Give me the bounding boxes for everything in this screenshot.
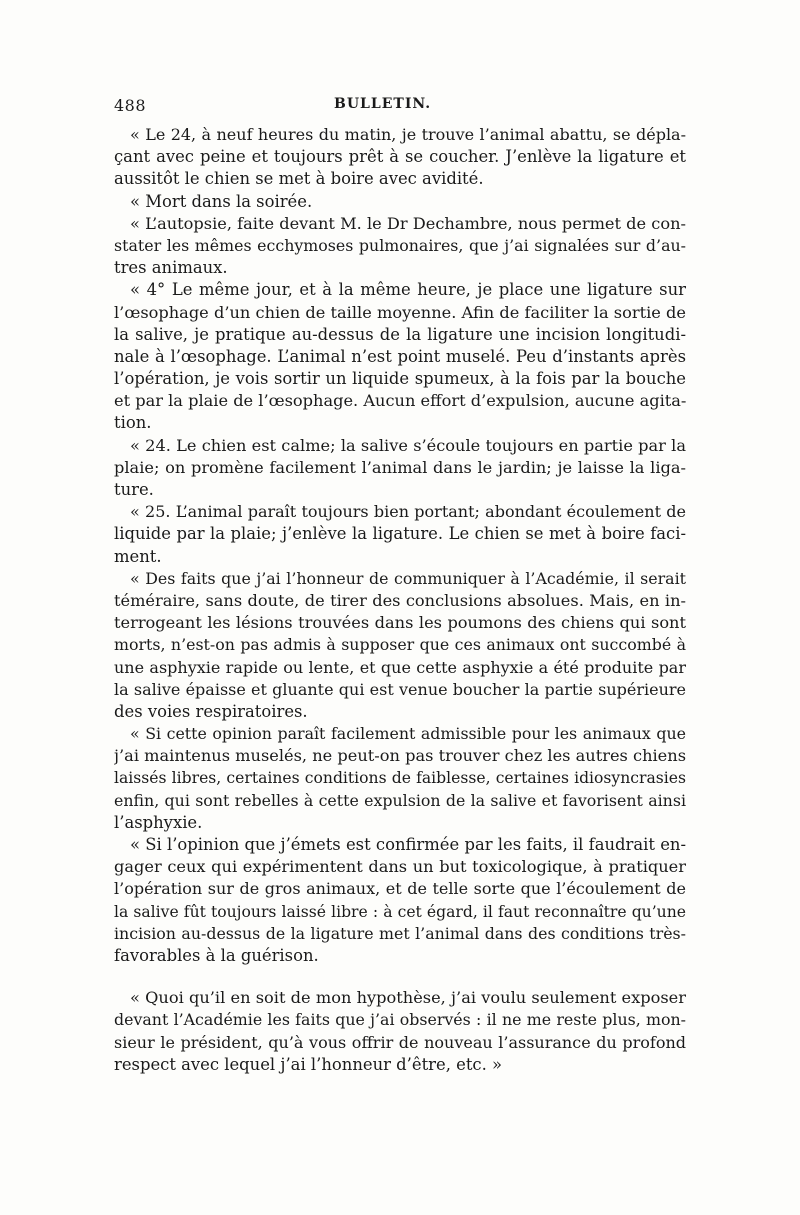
text-line: ture.	[114, 480, 154, 499]
text-line: ment.	[114, 546, 162, 566]
text-line: respect avec lequel j’ai l’honneur d’être, etc. »	[114, 1054, 503, 1074]
body-text	[114, 124, 686, 1076]
page-number: 488	[114, 96, 147, 115]
text-line: l’asphyxie.	[114, 812, 203, 832]
text-line: l’opération, je vois sortir un liquide spumeux, à la fois par la bouche	[114, 369, 686, 389]
text-line: des voies respiratoires.	[114, 701, 308, 721]
text-line: « Des faits que j’ai l’honneur de communiquer à l’Académie, il serait	[130, 568, 686, 588]
text-line: « 24. Le chien est calme; la salive s’écoule toujours en partie par la	[130, 435, 686, 455]
text-line: téméraire, sans doute, de tirer des conclusions absolues. Mais, en in-	[114, 590, 686, 610]
paragraph-gap	[114, 967, 686, 987]
text-line: l’opération sur de gros animaux, et de telle sorte que l’écoulement de	[114, 879, 686, 899]
text-line: la salive épaisse et gluante qui est venue boucher la partie supérieure	[114, 679, 686, 699]
text-line: gager ceux qui expérimentent dans un but toxicologique, à pratiquer	[114, 857, 686, 877]
text-line: stater les mêmes ecchymoses pulmonaires, que j’ai signalées sur d’au-	[114, 235, 686, 255]
text-line: « Si l’opinion que j’émets est confirmée par les faits, il faudrait en-	[130, 835, 686, 854]
text-line: aussitôt le chien se met à boire avec avidité.	[114, 169, 484, 189]
text-line: « Le 24, à neuf heures du matin, je trouve l’animal abattu, se dépla-	[130, 125, 686, 144]
text-line: morts, n’est-on pas admis à supposer que ces animaux ont succombé à	[114, 635, 686, 655]
text-line: devant l’Académie les faits que j’ai observés : il ne me reste plus, mon-	[114, 1010, 686, 1030]
text-line: « Si cette opinion paraît facilement admissible pour les animaux que	[130, 724, 686, 744]
text-line: « 25. L’animal paraît toujours bien portant; abondant écoulement de	[130, 502, 686, 522]
text-line: laissés libres, certaines conditions de faiblesse, certaines idiosyncrasies	[114, 769, 686, 788]
text-line: « Quoi qu’il en soit de mon hypothèse, j’ai voulu seulement exposer	[130, 988, 686, 1008]
text-line: favorables à la guérison.	[114, 945, 319, 965]
text-line: « 4° Le même jour, et à la même heure, je place une ligature sur	[130, 280, 686, 300]
text-line: une asphyxie rapide ou lente, et que cette asphyxie a été produite par	[114, 657, 686, 677]
text-line: sieur le président, qu’à vous offrir de nouveau l’assurance du profond	[114, 1032, 686, 1052]
text-line: tres animaux.	[114, 258, 228, 278]
text-line: l’œsophage d’un chien de taille moyenne. Afin de faciliter la sortie de	[114, 302, 686, 322]
text-line: incision au-dessus de la ligature met l’animal dans des conditions très-	[114, 923, 686, 943]
text-line: la salive, je pratique au-dessus de la ligature une incision longitudi-	[114, 324, 686, 344]
text-line: nale à l’œsophage. L’animal n’est point muselé. Peu d’instants après	[114, 346, 686, 366]
text-line: plaie; on promène facilement l’animal dans le jardin; je laisse la liga-	[114, 457, 686, 477]
text-line: liquide par la plaie; j’enlève la ligature. Le chien se met à boire faci-	[114, 524, 686, 544]
text-line: « L’autopsie, faite devant M. le Dr Dechambre, nous permet de con-	[130, 213, 686, 233]
text-line: j’ai maintenus muselés, ne peut-on pas trouver chez les autres chiens	[114, 746, 686, 766]
text-line: enfin, qui sont rebelles à cette expulsion de la salive et favorisent ainsi	[114, 790, 686, 810]
text-line: et par la plaie de l’œsophage. Aucun effort d’expulsion, aucune agita-	[114, 391, 686, 411]
running-head: BULLETIN.	[334, 96, 432, 112]
text-line: çant avec peine et toujours prêt à se coucher. J’enlève la ligature et	[114, 147, 686, 167]
page-header	[114, 96, 686, 120]
text-line: la salive fût toujours laissé libre : à cet égard, il faut reconnaître qu’une	[114, 902, 686, 921]
text-line: tion.	[114, 413, 152, 433]
text-line: terrogeant les lésions trouvées dans les poumons des chiens qui sont	[114, 613, 686, 633]
text-line: « Mort dans la soirée.	[130, 191, 313, 211]
